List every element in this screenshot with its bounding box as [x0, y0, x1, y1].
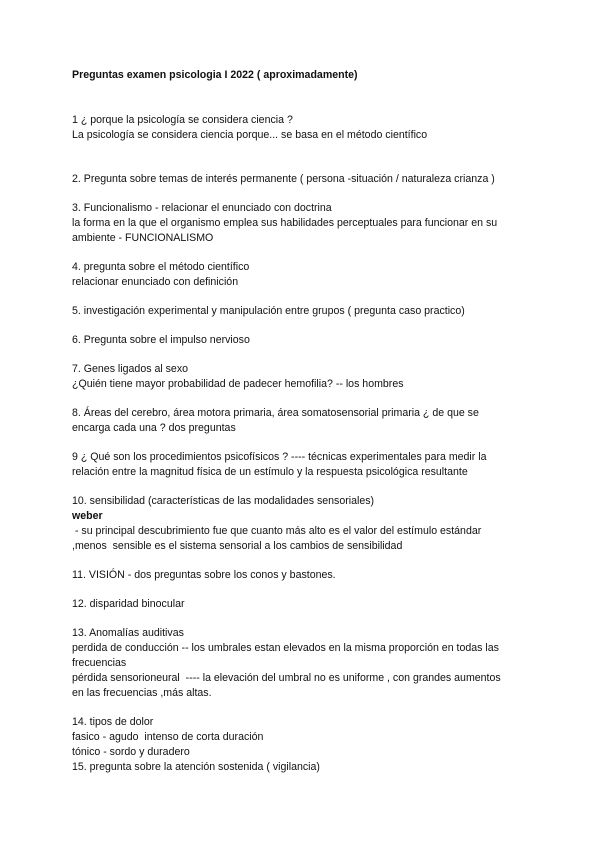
- answer-line: - su principal descubrimiento fue que cuanto más alto es el valor del estímulo estándar: [72, 525, 482, 537]
- question-13: [72, 626, 530, 701]
- question-line: 3. Funcionalismo - relacionar el enunciado con doctrina: [72, 202, 332, 214]
- question-line: 14. tipos de dolor: [72, 716, 154, 728]
- question-11: [72, 568, 530, 583]
- answer-line: ¿Quién tiene mayor probabilidad de padecer hemofilia? -- los hombres: [72, 378, 404, 390]
- question-14-15: [72, 715, 530, 775]
- question-line: 1 ¿ porque la psicología se considera ciencia ?: [72, 114, 293, 126]
- question-line: 12. disparidad binocular: [72, 598, 185, 610]
- question-6: [72, 333, 530, 348]
- question-7: [72, 362, 530, 392]
- answer-line: tónico - sordo y duradero: [72, 746, 190, 758]
- question-line: 7. Genes ligados al sexo: [72, 363, 189, 375]
- question-2: [72, 172, 530, 187]
- question-line: 8. Áreas del cerebro, área motora primaria, área somatosensorial primaria ¿ de que se: [72, 407, 479, 419]
- document-title: Preguntas examen psicologia I 2022 ( aproximadamente): [72, 69, 358, 81]
- question-10: [72, 494, 530, 554]
- weber-heading: weber: [72, 510, 103, 522]
- answer-line: la forma en la que el organismo emplea sus habilidades perceptuales para funcionar en su: [72, 217, 498, 229]
- question-line: 11. VISIÓN - dos preguntas sobre los conos y bastones.: [72, 569, 336, 581]
- answer-line: ambiente - FUNCIONALISMO: [72, 232, 214, 244]
- question-1: [72, 113, 530, 143]
- question-line: encarga cada una ? dos preguntas: [72, 422, 236, 434]
- answer-line: relacionar enunciado con definición: [72, 276, 239, 288]
- question-line: 15. pregunta sobre la atención sostenida ( vigilancia): [72, 761, 320, 773]
- question-5: [72, 304, 530, 319]
- question-line: 10. sensibilidad (características de las modalidades sensoriales): [72, 495, 375, 507]
- answer-line: La psicología se considera ciencia porque... se basa en el método científico: [72, 129, 428, 141]
- question-line: 4. pregunta sobre el método científico: [72, 261, 250, 273]
- question-line: 9 ¿ Qué son los procedimientos psicofísicos ? ---- técnicas experimentales para medir la: [72, 451, 487, 463]
- answer-line: fasico - agudo intenso de corta duración: [72, 731, 264, 743]
- answer-line: en las frecuencias ,más altas.: [72, 687, 212, 699]
- question-line: 2. Pregunta sobre temas de interés permanente ( persona -situación / naturaleza crianza ): [72, 173, 495, 185]
- answer-line: perdida de conducción -- los umbrales estan elevados en la misma proporción en todas las: [72, 642, 499, 654]
- question-line: 5. investigación experimental y manipulación entre grupos ( pregunta caso practico): [72, 305, 465, 317]
- question-12: [72, 597, 530, 612]
- answer-line: ,menos sensible es el sistema sensorial a los cambios de sensibilidad: [72, 540, 403, 552]
- question-4: [72, 260, 530, 290]
- answer-line: pérdida sensorioneural ---- la elevación del umbral no es uniforme , con grandes aumentos: [72, 672, 501, 684]
- question-3: [72, 201, 530, 246]
- question-line: 13. Anomalías auditivas: [72, 627, 184, 639]
- question-line: 6. Pregunta sobre el impulso nervioso: [72, 334, 250, 346]
- answer-line: frecuencias: [72, 657, 127, 669]
- answer-line: relación entre la magnitud física de un estímulo y la respuesta psicológica resultante: [72, 466, 468, 478]
- question-8: [72, 406, 530, 436]
- question-9: [72, 450, 530, 480]
